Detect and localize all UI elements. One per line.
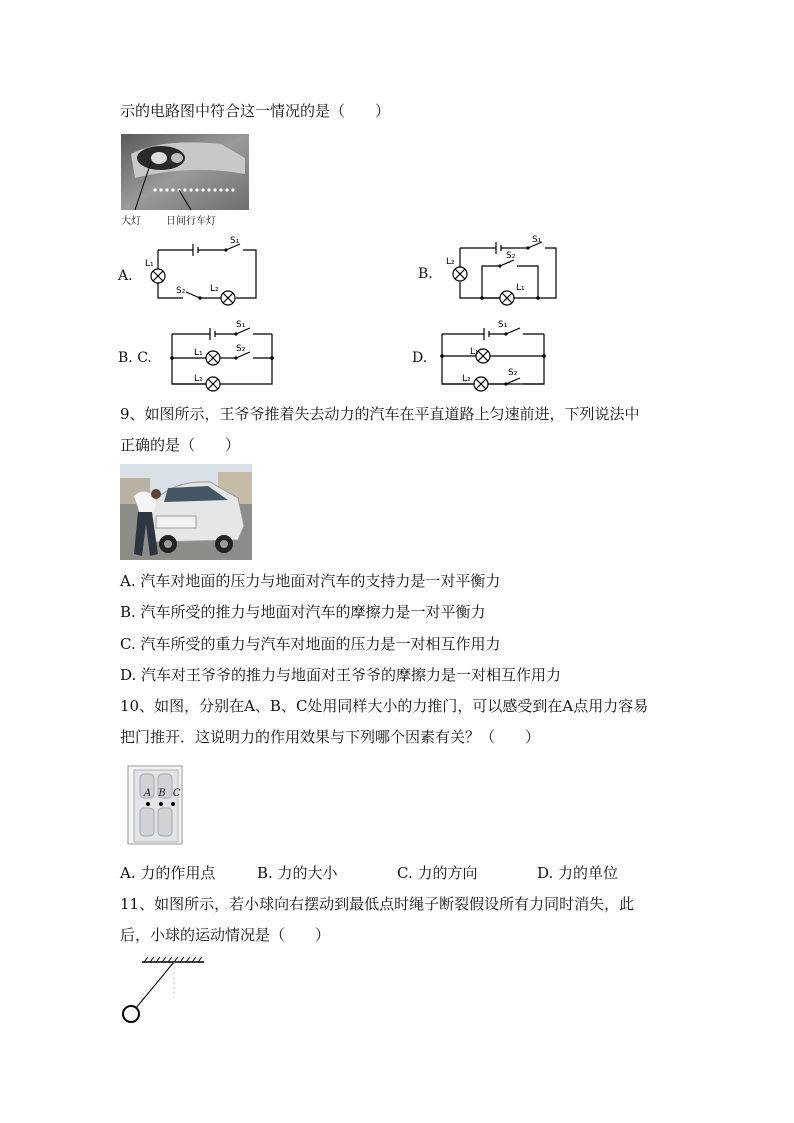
label-l2: L₂ [194, 374, 203, 384]
daytime-light-caption: 日间行车灯 [166, 216, 216, 227]
option-a-label: A. [118, 268, 133, 284]
q10-option-b: B. 力的大小 [257, 864, 338, 882]
option-b-label: B. [418, 266, 433, 282]
q10-stem-line2: 把门推开．这说明力的作用效果与下列哪个因素有关？（ ） [120, 728, 541, 746]
label-s2: S₂ [236, 344, 246, 354]
label-s1: S₁ [498, 320, 508, 330]
q11-stem-line2: 后，小球的运动情况是（ ） [120, 926, 331, 944]
option-c-label: B. C. [118, 350, 152, 366]
label-s2: S₂ [176, 286, 186, 296]
question-intro-text: 示的电路图中符合这一情况的是（ ） [120, 102, 391, 120]
label-l1: L₁ [145, 259, 154, 269]
label-l1: L₁ [194, 348, 203, 358]
circuit-a-diagram [145, 236, 258, 304]
option-d-label: D. [412, 350, 428, 366]
headlight-photo [121, 134, 249, 210]
label-l2: L₂ [462, 374, 471, 384]
label-s1: S₁ [230, 236, 240, 246]
q11-stem-line1: 11、如图所示，若小球向右摆动到最低点时绳子断裂假设所有力同时消失，此 [120, 895, 635, 913]
q10-option-d: D. 力的单位 [537, 864, 619, 882]
label-l2: L₂ [446, 257, 455, 267]
circuit-d-diagram [440, 318, 546, 388]
label-s2: S₂ [508, 368, 518, 378]
q10-stem-line1: 10、如图，分别在A、B、C处用同样大小的力推门，可以感受到在A点用力容易 [120, 697, 649, 715]
car-pushing-photo [120, 464, 252, 560]
q9-option-a: A. 汽车对地面的压力与地面对汽车的支持力是一对平衡力 [120, 572, 501, 590]
door-point-labels: A B C [144, 788, 183, 799]
q9-option-d: D. 汽车对王爷爷的推力与地面对王爷爷的摩擦力是一对相互作用力 [120, 666, 562, 684]
label-s1: S₁ [532, 235, 542, 245]
q9-stem-line2: 正确的是（ ） [120, 436, 241, 454]
label-s2: S₂ [506, 251, 516, 261]
label-s1: S₁ [236, 320, 246, 330]
q9-stem-line1: 9、如图所示，王爷爷推着失去动力的汽车在平直道路上匀速前进，下列说法中 [120, 405, 640, 423]
q10-option-a: A. 力的作用点 [120, 864, 216, 882]
q9-option-c: C. 汽车所受的重力与汽车对地面的压力是一对相互作用力 [120, 635, 501, 653]
label-l1: L₁ [470, 347, 479, 357]
q9-option-b: B. 汽车所受的推力与地面对汽车的摩擦力是一对平衡力 [120, 603, 486, 621]
q10-option-c: C. 力的方向 [397, 864, 478, 882]
pendulum-figure [118, 956, 208, 1026]
headlight-caption: 大灯 [121, 216, 141, 227]
label-l2: L₂ [210, 284, 219, 294]
label-l1: L₁ [516, 283, 525, 293]
circuit-b-diagram [446, 236, 558, 302]
door-figure [124, 764, 184, 846]
circuit-c-diagram [170, 318, 274, 388]
